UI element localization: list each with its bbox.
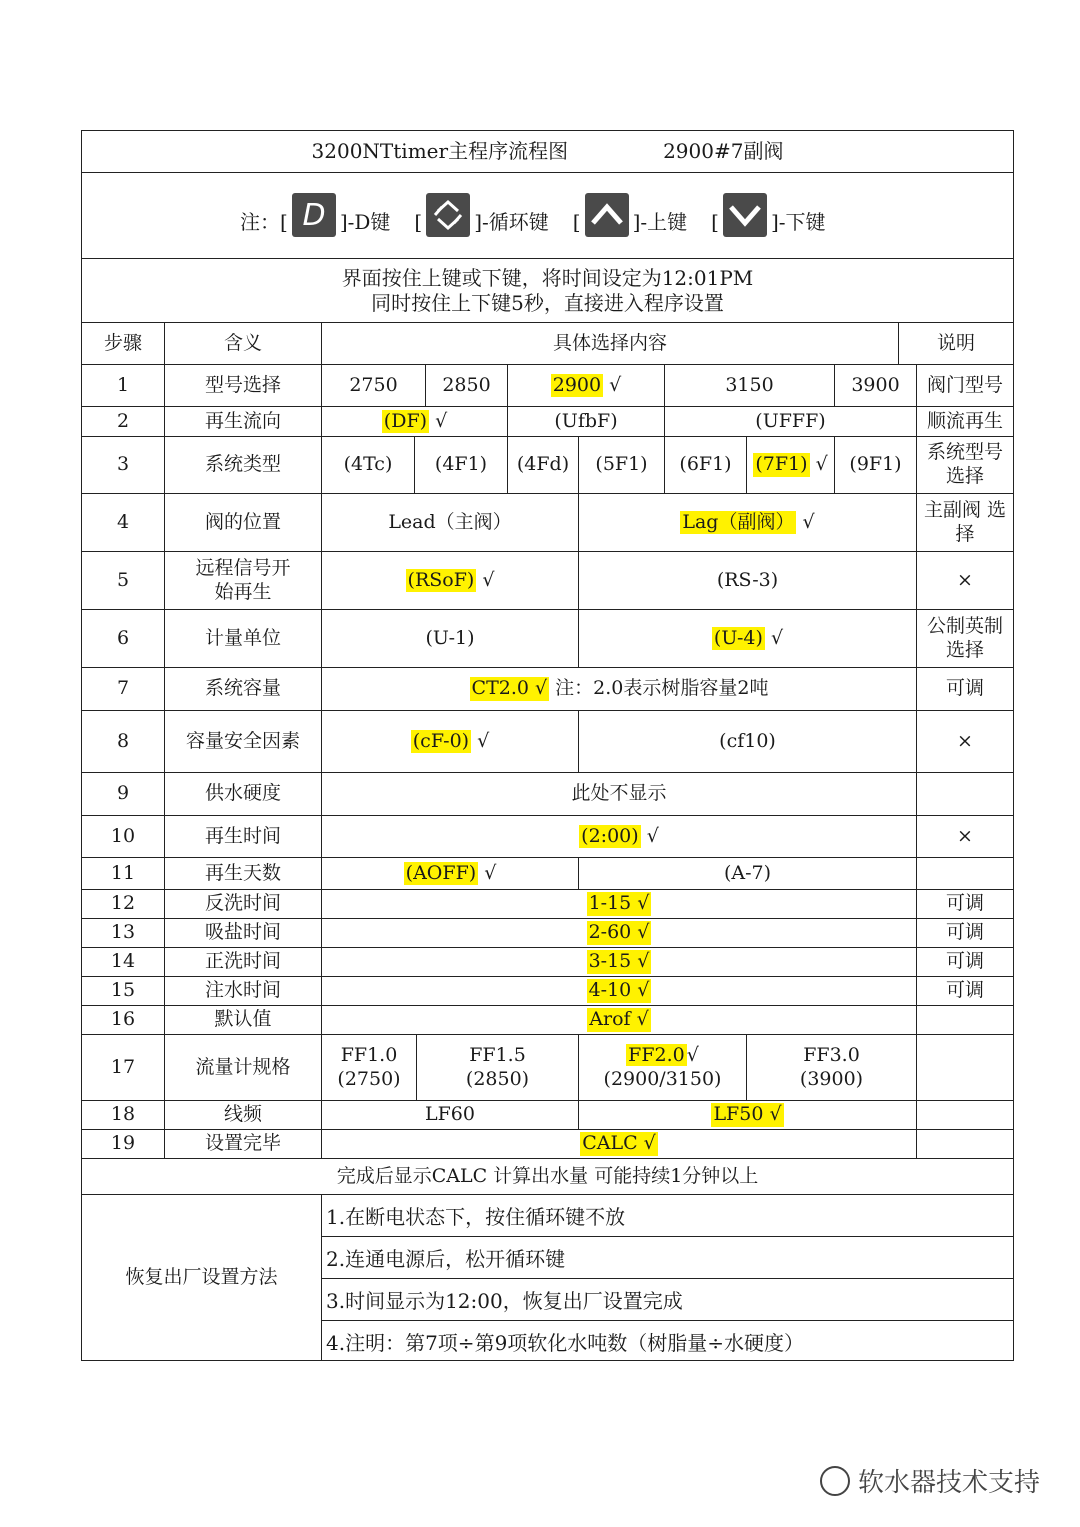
- footer-text: 完成后显示CALC 计算出水量 可能持续1分钟以上: [336, 1164, 759, 1187]
- intro-line-1: 界面按住上键或下键，将时间设定为12:01PM: [341, 265, 754, 290]
- step-meaning: 型号选择: [165, 365, 322, 406]
- table-row: [81, 1101, 1014, 1130]
- option: (4F1): [415, 437, 508, 493]
- step-number: 6: [82, 610, 165, 667]
- option-selected: (2:00) √: [322, 816, 917, 857]
- header-row: [81, 323, 1014, 365]
- step-note: [917, 1101, 1013, 1129]
- wechat-icon: [820, 1466, 850, 1496]
- reset-label: 恢复出厂设置方法: [82, 1195, 322, 1360]
- reset-step-1: 1.在断电状态下，按住循环键不放: [322, 1195, 1013, 1237]
- up-key-label: ]-上键: [632, 210, 688, 234]
- option-selected: Lag（副阀） √: [579, 494, 917, 551]
- table-row: [81, 552, 1014, 610]
- footer-row: [81, 1159, 1014, 1195]
- option: 3150: [665, 365, 835, 406]
- table-row: [81, 890, 1014, 919]
- header-note: 说明: [936, 331, 975, 354]
- step-number: 3: [82, 437, 165, 493]
- table-row: [81, 1035, 1014, 1101]
- svg-text:D: D: [302, 197, 326, 233]
- step-note: 可调: [945, 892, 984, 915]
- reset-step-3: 3.时间显示为12:00，恢复出厂设置完成: [322, 1279, 1013, 1321]
- step-meaning: 反洗时间: [165, 890, 322, 918]
- step-number: 19: [82, 1130, 165, 1158]
- cycle-key-label: ]-循环键: [474, 210, 549, 234]
- legend-prefix: 注：[: [240, 210, 288, 234]
- cycle-open: [: [414, 210, 423, 234]
- d-key-label: ]-D键: [339, 210, 391, 234]
- option-selected: 2900 √: [508, 365, 665, 406]
- reset-step-4: 4.注明：第7项÷第9项软化水吨数（树脂量÷水硬度）: [326, 1330, 805, 1355]
- step-note: 顺流再生: [926, 409, 1003, 432]
- step-meaning: 阀的位置: [165, 494, 322, 551]
- step-meaning: 注水时间: [165, 977, 322, 1005]
- table-row: [81, 1130, 1014, 1159]
- step-number: 10: [82, 816, 165, 857]
- step-number: 14: [82, 948, 165, 976]
- step-number: 2: [82, 407, 165, 436]
- step-meaning: 设置完毕: [165, 1130, 322, 1158]
- step-note: ×: [957, 729, 973, 752]
- option-selected: Arof √: [322, 1006, 917, 1034]
- step-meaning: 流量计规格: [165, 1035, 322, 1100]
- option: (9F1): [835, 437, 917, 493]
- step-number: 13: [82, 919, 165, 947]
- step-number: 4: [82, 494, 165, 551]
- step-note: 可调: [945, 979, 984, 1002]
- step-meaning: 供水硬度: [165, 773, 322, 815]
- option: 2750: [322, 365, 426, 406]
- up-open: [: [572, 210, 581, 234]
- option: (RS-3): [579, 552, 917, 609]
- step-number: 9: [82, 773, 165, 815]
- option-selected: (U-4) √: [579, 610, 917, 667]
- table-row: [81, 407, 1014, 437]
- title-row: [81, 130, 1014, 173]
- reset-step-2: 2.连通电源后，松开循环键: [322, 1237, 1013, 1279]
- watermark: [820, 1462, 1040, 1499]
- table-row: [81, 919, 1014, 948]
- table-row: [81, 977, 1014, 1006]
- step-meaning: 正洗时间: [165, 948, 322, 976]
- option-selected: (AOFF) √: [322, 858, 579, 889]
- option-selected: 3-15 √: [322, 948, 917, 976]
- table-row: [81, 773, 1014, 816]
- step-note: [917, 1035, 1013, 1100]
- table-row: [81, 948, 1014, 977]
- step-meaning: 再生时间: [165, 816, 322, 857]
- step-note: ×: [957, 568, 973, 591]
- table-row: [81, 668, 1014, 711]
- down-key-label: ]-下键: [770, 210, 826, 234]
- title-left: 3200NTtimer主程序流程图: [311, 139, 569, 163]
- table-row: [81, 1006, 1014, 1035]
- step-note: 系统型号选择: [926, 441, 1003, 487]
- option-selected: LF50 √: [579, 1101, 917, 1129]
- option: (6F1): [665, 437, 747, 493]
- table-row: [81, 437, 1014, 494]
- option-selected: 4-10 √: [322, 977, 917, 1005]
- step-meaning: 系统容量: [165, 668, 322, 710]
- option: FF1.5 (2850): [417, 1035, 579, 1100]
- watermark-text: 软水器技术支持: [858, 1468, 1041, 1498]
- option: 此处不显示: [322, 773, 917, 815]
- option: 2850: [426, 365, 508, 406]
- option: Lead（主阀）: [322, 494, 579, 551]
- reset-section: [81, 1195, 1014, 1361]
- option-selected: (DF) √: [322, 407, 508, 436]
- step-number: 11: [82, 858, 165, 889]
- step-note: [917, 858, 1013, 889]
- intro-line-2: 同时按住上下键5秒，直接进入程序设置: [371, 290, 724, 315]
- main-table: [81, 130, 1014, 1361]
- option-selected: CALC √: [322, 1130, 917, 1158]
- step-note: 主副阀 选择: [923, 498, 1007, 545]
- option: (4Tc): [322, 437, 415, 493]
- step-number: 7: [82, 668, 165, 710]
- step-note: 公制英制选择: [926, 614, 1003, 661]
- step-note: 阀门型号: [926, 373, 1003, 396]
- step-number: 18: [82, 1101, 165, 1129]
- down-key-icon: [723, 193, 767, 237]
- step-note: 可调: [945, 950, 984, 973]
- table-row: [81, 816, 1014, 858]
- step-meaning: 线频: [165, 1101, 322, 1129]
- step-note: 可调: [945, 921, 984, 944]
- step-number: 1: [82, 365, 165, 406]
- step-note: [917, 773, 1013, 815]
- up-key-icon: [585, 193, 629, 237]
- option-selected: CT2.0 √ 注：2.0表示树脂容量2吨: [322, 668, 917, 710]
- key-legend-row: [81, 173, 1014, 259]
- step-number: 15: [82, 977, 165, 1005]
- step-note: [917, 1006, 1013, 1034]
- down-open: [: [711, 210, 719, 234]
- step-meaning: 吸盐时间: [165, 919, 322, 947]
- option: LF60: [322, 1101, 579, 1129]
- option: (cf10): [579, 711, 917, 772]
- option: (4Fd): [508, 437, 579, 493]
- step-note: 可调: [945, 677, 984, 700]
- step-note: [917, 1130, 1013, 1158]
- option-selected: 2-60 √: [322, 919, 917, 947]
- table-row: [81, 610, 1014, 668]
- option: (UFFF): [665, 407, 917, 436]
- option: (5F1): [579, 437, 665, 493]
- step-number: 12: [82, 890, 165, 918]
- step-number: 8: [82, 711, 165, 772]
- option: (UfbF): [508, 407, 665, 436]
- intro-row: [81, 259, 1014, 323]
- table-row: [81, 494, 1014, 552]
- table-row: [81, 858, 1014, 890]
- step-meaning: 默认值: [165, 1006, 322, 1034]
- header-content: 具体选择内容: [322, 323, 899, 364]
- cycle-key-icon: [426, 193, 470, 237]
- title-right: 2900#7副阀: [663, 139, 784, 163]
- option: FF3.0 (3900): [747, 1035, 917, 1100]
- step-meaning: 再生流向: [165, 407, 322, 436]
- d-key-icon: [292, 193, 336, 237]
- step-meaning: 远程信号开始再生: [165, 552, 322, 609]
- option: FF1.0 (2750): [322, 1035, 417, 1100]
- option-selected: (7F1) √: [747, 437, 835, 493]
- option-selected: (cF-0) √: [322, 711, 579, 772]
- table-row: [81, 711, 1014, 773]
- option: 3900: [835, 365, 917, 406]
- step-note: ×: [957, 824, 973, 847]
- step-meaning: 计量单位: [165, 610, 322, 667]
- header-step: 步骤: [82, 323, 165, 364]
- step-number: 17: [82, 1035, 165, 1100]
- step-number: 5: [82, 552, 165, 609]
- table-row: [81, 365, 1014, 407]
- step-number: 16: [82, 1006, 165, 1034]
- option: (A-7): [579, 858, 917, 889]
- header-meaning: 含义: [165, 323, 322, 364]
- step-meaning: 容量安全因素: [165, 711, 322, 772]
- option: (U-1): [322, 610, 579, 667]
- option-selected: FF2.0 √ (2900/3150): [579, 1035, 747, 1100]
- option-selected: 1-15 √: [322, 890, 917, 918]
- step-meaning: 系统类型: [165, 437, 322, 493]
- step-meaning: 再生天数: [165, 858, 322, 889]
- option-selected: (RSoF) √: [322, 552, 579, 609]
